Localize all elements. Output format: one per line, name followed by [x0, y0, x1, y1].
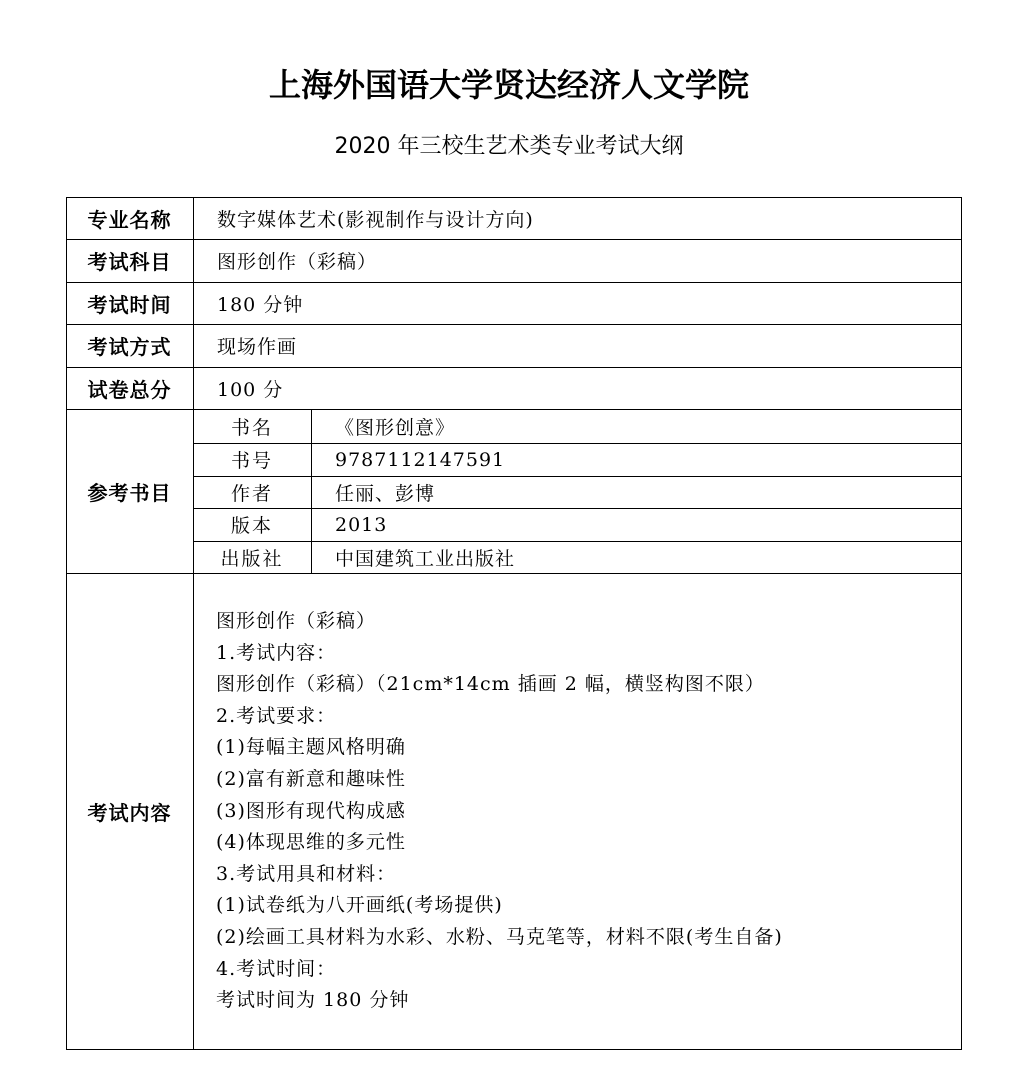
document-title: 上海外国语大学贤达经济人文学院 [268, 66, 749, 104]
content-line: 图形创作（彩稿） [216, 610, 377, 632]
reference-value: 中国建筑工业出版社 [335, 547, 516, 570]
reference-value: 9787112147591 [335, 448, 506, 471]
reference-label: 参考书目 [87, 480, 172, 505]
major-label: 专业名称 [87, 207, 172, 232]
content-line: (2)富有新意和趣味性 [216, 767, 406, 790]
table-border-right [961, 197, 962, 1050]
content-line: 3.考试用具和材料： [216, 862, 397, 885]
reference-key: 出版社 [220, 547, 284, 570]
content-line: (4)体现思维的多元性 [216, 831, 406, 854]
reference-value: 任丽、彭博 [335, 482, 436, 505]
content-line: 2.考试要求： [216, 704, 337, 727]
reference-key: 作者 [230, 482, 273, 505]
reference-value: 2013 [335, 513, 388, 536]
subject-label: 考试科目 [87, 250, 172, 274]
reference-key: 书号 [230, 450, 273, 472]
content-line: (1)每幅主题风格明确 [216, 736, 406, 759]
table-border-bottom [66, 1049, 962, 1050]
row-divider [66, 573, 962, 574]
time-label: 考试时间 [87, 292, 172, 317]
content-line: 图形创作（彩稿）（21cm*14cm 插画 2 幅，横竖构图不限） [216, 673, 765, 696]
time-value: 180 分钟 [217, 293, 304, 316]
content-line: 考试时间为 180 分钟 [216, 989, 410, 1012]
reference-key: 书名 [230, 416, 273, 439]
content-line: 1.考试内容： [216, 641, 337, 664]
document-subtitle: 2020 年三校生艺术类专业考试大纲 [334, 134, 684, 159]
method-label: 考试方式 [87, 335, 172, 359]
score-value: 100 分 [217, 378, 284, 401]
content-line: (2)绘画工具材料为水彩、水粉、马克笔等，材料不限(考生自备) [216, 925, 783, 948]
subject-value: 图形创作（彩稿） [217, 251, 378, 273]
content-line: 4.考试时间： [216, 957, 337, 980]
content-line: (3)图形有现代构成感 [216, 799, 406, 822]
content-label: 考试内容 [87, 800, 172, 825]
reference-value: 《图形创意》 [335, 416, 456, 439]
score-label: 试卷总分 [87, 377, 172, 402]
content-body [216, 606, 956, 1017]
major-value: 数字媒体艺术(影视制作与设计方向) [217, 208, 534, 231]
content-line: (1)试卷纸为八开画纸(考场提供) [216, 894, 503, 917]
reference-key: 版本 [230, 515, 273, 537]
method-value: 现场作画 [217, 336, 298, 358]
